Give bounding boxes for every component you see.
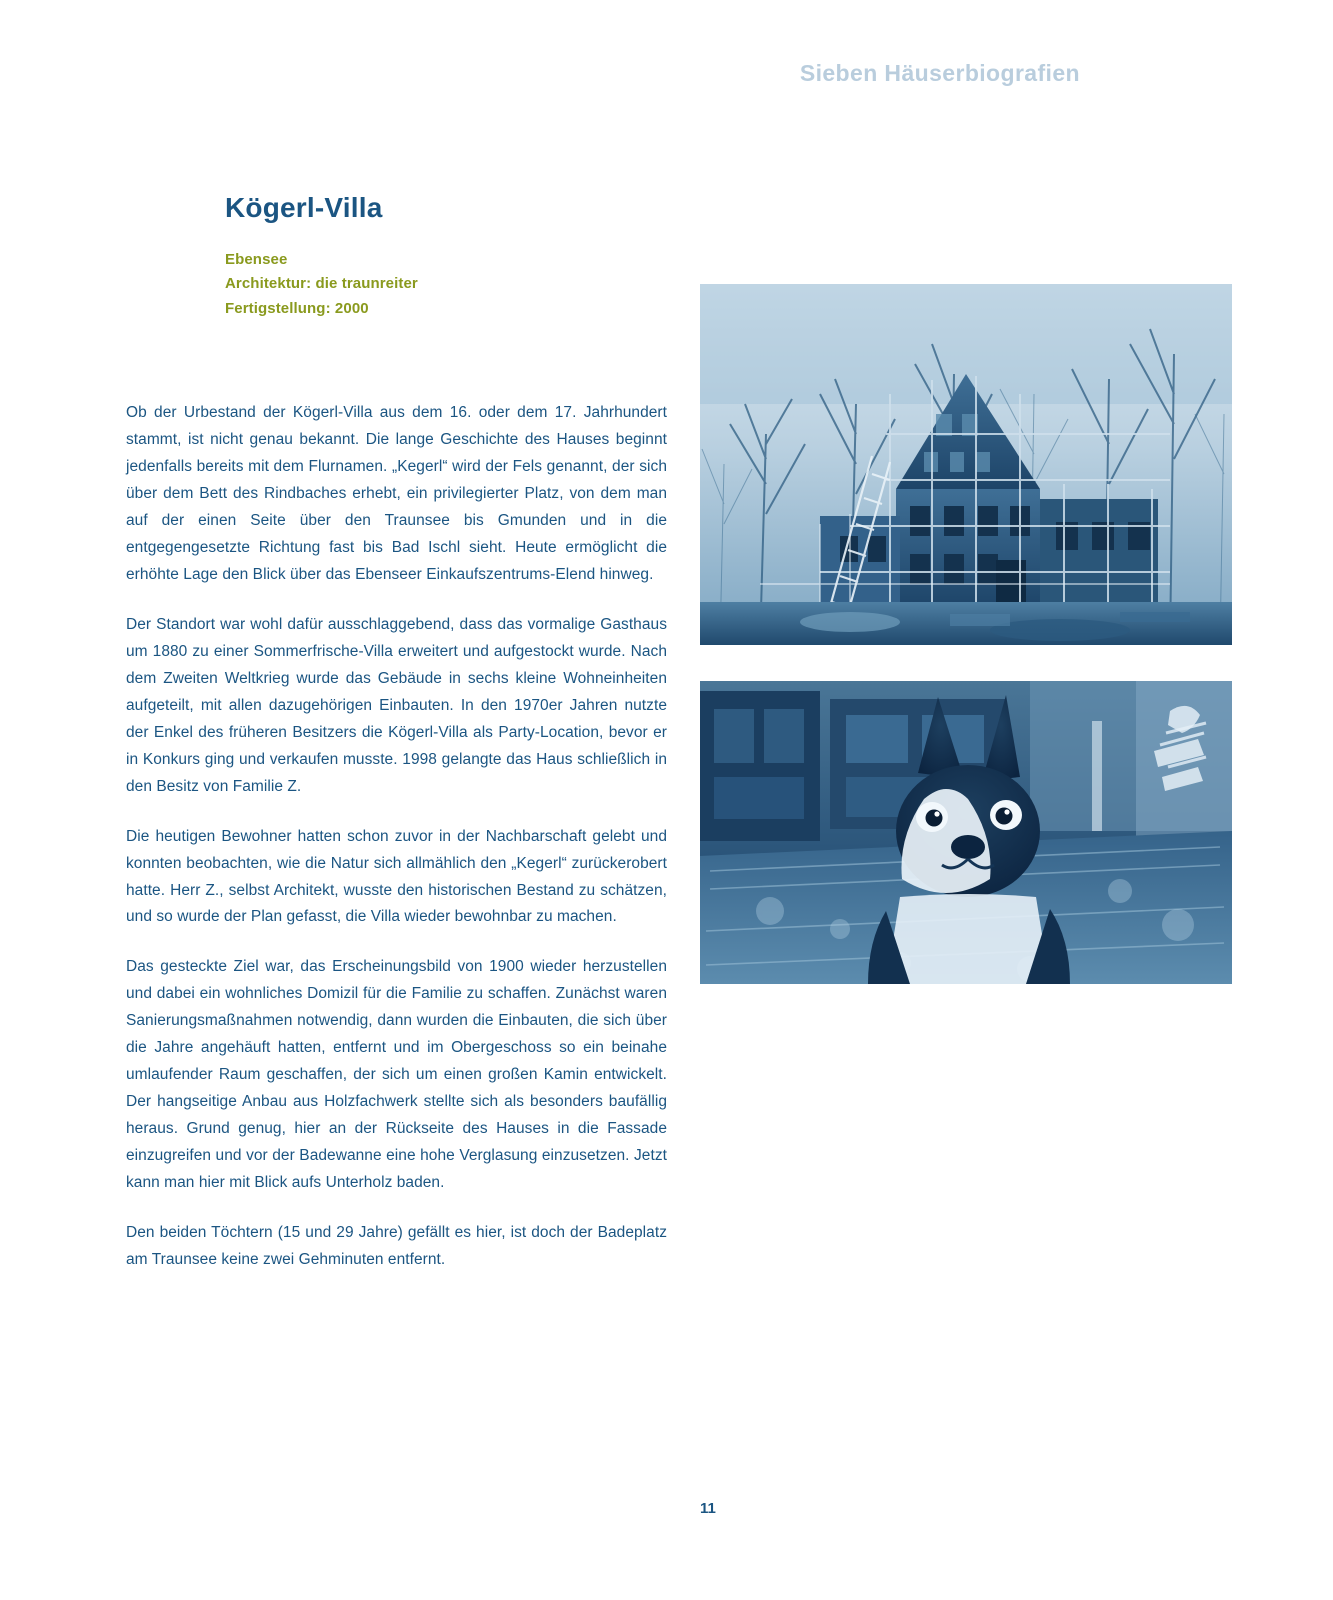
paragraph: Den beiden Töchtern (15 und 29 Jahre) gefällt es hier, ist doch der Badeplatz am Traunsee keine zwei Gehminuten entfernt.	[126, 1224, 667, 1269]
meta-completion: Fertigstellung: 2000	[225, 299, 369, 317]
page-title: Kögerl-Villa	[225, 192, 383, 223]
title-block	[225, 192, 695, 321]
paragraph: Der Standort war wohl dafür ausschlaggebend, dass das vormalige Gasthaus um 1880 zu einer Sommerfrische-Villa erweitert und aufgestockt wurde. Nach dem Zweiten Weltkrieg wurde das Gebäude in sechs kleine Wohneinheiten aufgeteilt, mit allen dazugehörigen Einbauten. In den 1970er Jahren nutzte der Enkel des früheren Besitzers die Kögerl-Villa als Party-Location, bevor er in Konkurs ging und verkaufen musste. 1998 gelangte das Haus schließlich in den Besitz von Familie Z.	[126, 615, 667, 795]
villa-under-scaffolding-photo	[700, 284, 1232, 645]
running-head: Sieben Häuserbiografien	[799, 60, 1080, 86]
paragraph: Das gesteckte Ziel war, das Erscheinungsbild von 1900 wieder herzustellen und dabei ein wohnliches Domizil für die Familie zu schaffen. Zunächst waren Sanierungsmaßnahmen notwendig, dann wurden die Einbauten, die sich über die Jahre angehäuft hatten, entfernt und im Obergeschoss so ein beinahe umlaufender Raum geschaffen, der sich um einen großen Kamin entwickelt. Der hangseitige Anbau aus Holzfachwerk stellte sich als besonders baufällig heraus. Grund genug, hier an der Rückseite des Hauses in die Fassade einzugreifen und vor der Badewanne eine hohe Verglasung einzusetzen. Jetzt kann man hier mit Blick aufs Unterholz baden.	[126, 958, 667, 1192]
paragraph: Die heutigen Bewohner hatten schon zuvor in der Nachbarschaft gelebt und konnten beobachten, wie die Natur sich allmählich den „Kegerl“ zurückerobert hatte. Herr Z., selbst Architekt, wusste den historischen Bestand zu schätzen, und so wurde der Plan gefasst, die Villa wieder bewohnbar zu machen.	[126, 827, 667, 926]
dog-in-living-room-photo	[700, 681, 1232, 984]
meta-location: Ebensee	[225, 251, 288, 268]
paragraph: Ob der Urbestand der Kögerl-Villa aus dem 16. oder dem 17. Jahrhundert stammt, ist nicht genau bekannt. Die lange Geschichte des Hauses beginnt jedenfalls bereits mit dem Flurnamen. „Kegerl“ wird der Fels genannt, der sich über dem Bett des Rindbaches erhebt, ein privilegierter Platz, von dem man auf der einen Seite über den Traunsee bis Gmunden und in die entgegengesetzte Richtung fast bis Bad Ischl sieht. Heute ermöglicht die erhöhte Lage den Blick über das Ebenseer Einkaufszentrums-Elend hinweg.	[126, 404, 667, 583]
body-text-column	[126, 400, 667, 1274]
meta-architect: Architektur: die traunreiter	[225, 275, 418, 293]
page-number: 11	[700, 1500, 716, 1517]
